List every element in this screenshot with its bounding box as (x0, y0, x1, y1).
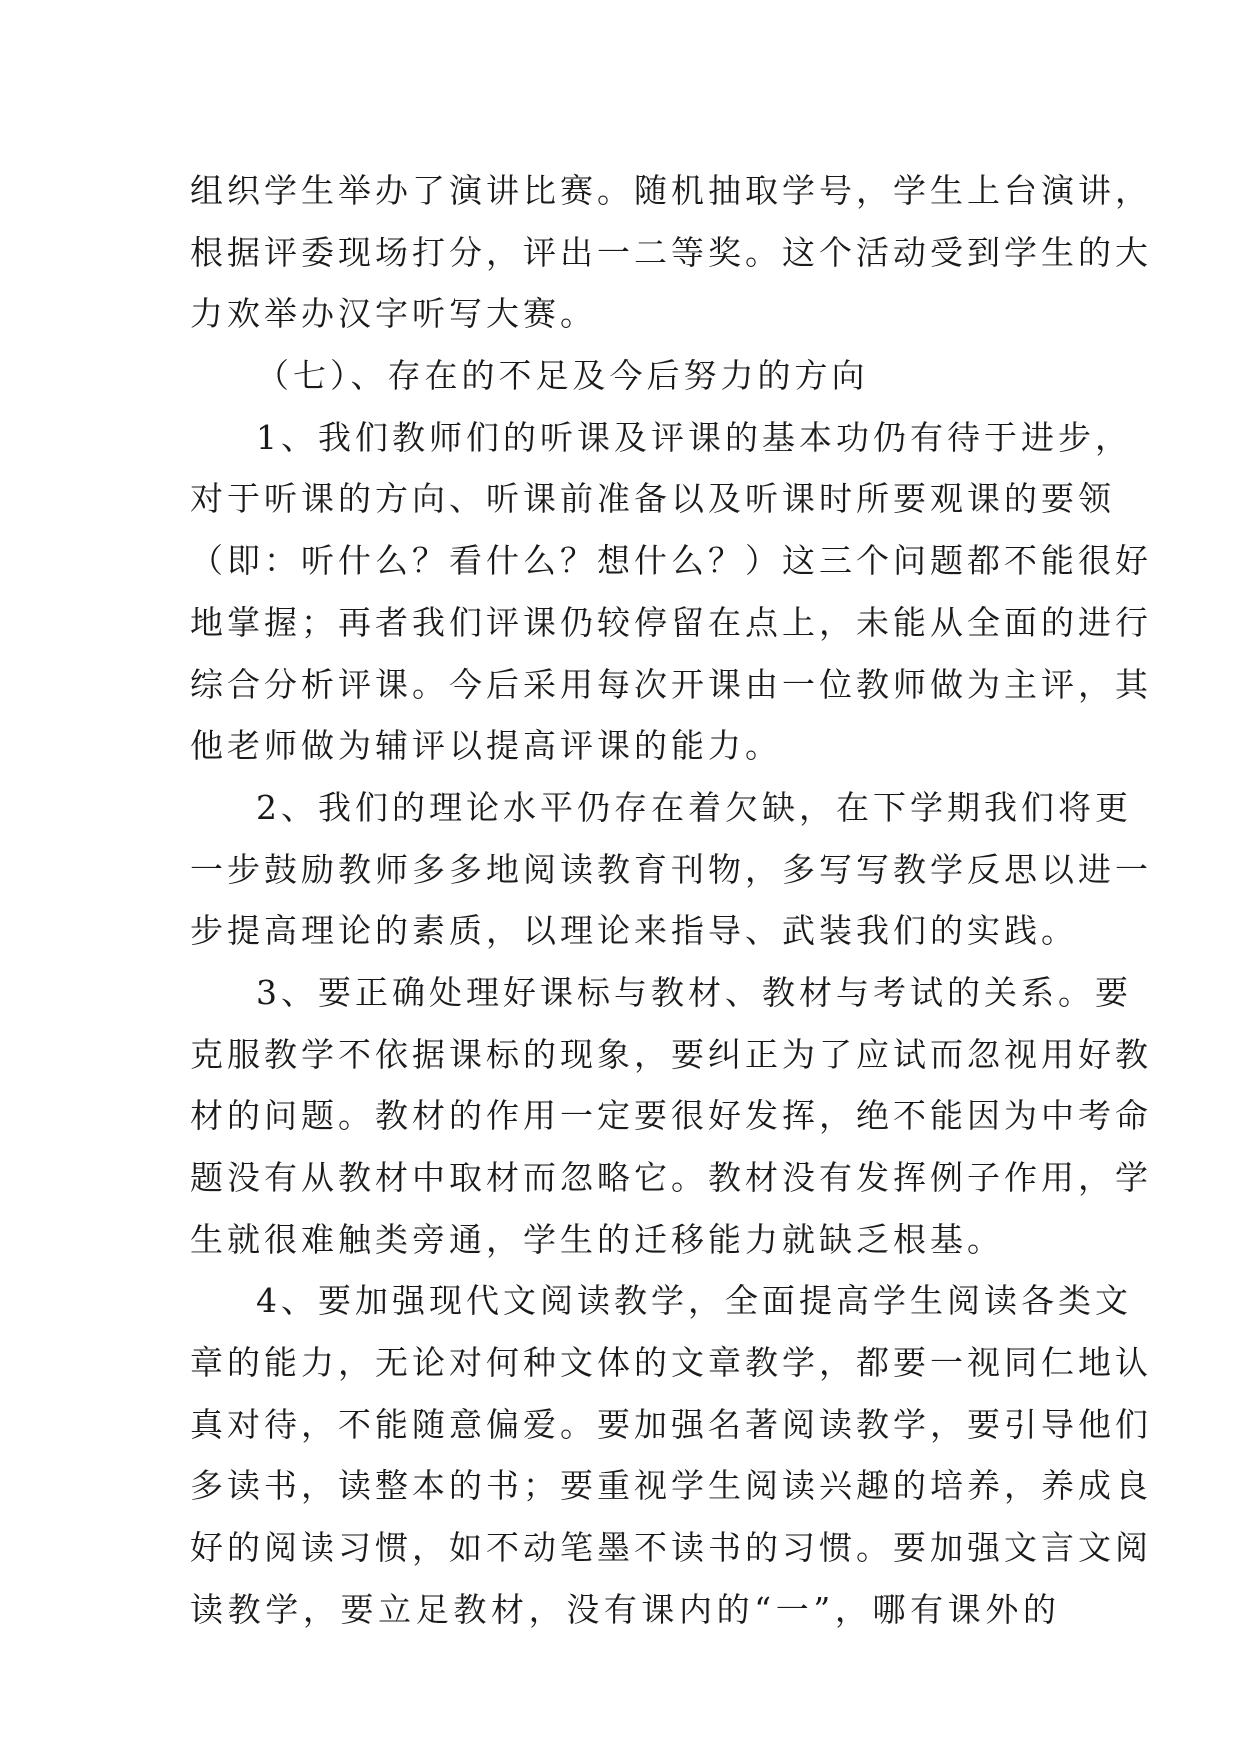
text-line: 步提高理论的素质，以理论来指导、武装我们的实践。 (190, 911, 1078, 951)
text-line: 地掌握；再者我们评课仍较停留在点上，未能从全面的进行 (190, 602, 1152, 642)
section-heading: （七）、存在的不足及今后努力的方向 (256, 356, 869, 396)
text-line: 综合分析评课。今后采用每次开课由一位教师做为主评，其 (190, 664, 1152, 704)
text-line: 好的阅读习惯，如不动笔墨不读书的习惯。要加强文言文阅 (190, 1528, 1152, 1568)
text-line: 4、要加强现代文阅读教学，全面提高学生阅读各类文 (256, 1281, 1132, 1321)
text-line: 力欢举办汉字听写大赛。 (190, 294, 597, 334)
text-line: 对于听课的方向、听课前准备以及听课时所要观课的要领 (190, 479, 1115, 519)
text-line: 材的问题。教材的作用一定要很好发挥，绝不能因为中考命 (190, 1096, 1152, 1136)
text-line: 题没有从教材中取材而忽略它。教材没有发挥例子作用，学 (190, 1158, 1152, 1197)
text-line: 生就很难触类旁通，学生的迁移能力就缺乏根基。 (190, 1219, 1004, 1259)
text-line: 真对待，不能随意偏爱。要加强名著阅读教学，要引导他们 (190, 1404, 1152, 1444)
text-line: （即：听什么？看什么？想什么？）这三个问题都不能很好 (190, 541, 1152, 581)
text-line: 读教学，要立足教材，没有课内的“一”，哪有课外的 (190, 1589, 1060, 1629)
text-line: 组织学生举办了演讲比赛。随机抽取学号，学生上台演讲， (190, 171, 1152, 210)
text-line: 根据评委现场打分，评出一二等奖。这个活动受到学生的大 (190, 232, 1152, 272)
text-line: 3、要正确处理好课标与教材、教材与考试的关系。要 (256, 972, 1132, 1012)
text-line: 他老师做为辅评以提高评课的能力。 (190, 726, 782, 766)
text-line: 章的能力，无论对何种文体的文章教学，都要一视同仁地认 (190, 1343, 1152, 1383)
body-text (190, 160, 1152, 1641)
text-line: 一步鼓励教师多多地阅读教育刊物，多写写教学反思以进一 (190, 849, 1152, 889)
text-line: 2、我们的理论水平仍存在着欠缺，在下学期我们将更 (256, 787, 1132, 827)
text-line: 1、我们教师们的听课及评课的基本功仍有待于进步， (256, 417, 1132, 457)
text-line: 克服教学不依据课标的现象，要纠正为了应试而忽视用好教 (190, 1034, 1152, 1074)
text-line: 多读书，读整本的书；要重视学生阅读兴趣的培养，养成良 (190, 1466, 1152, 1506)
